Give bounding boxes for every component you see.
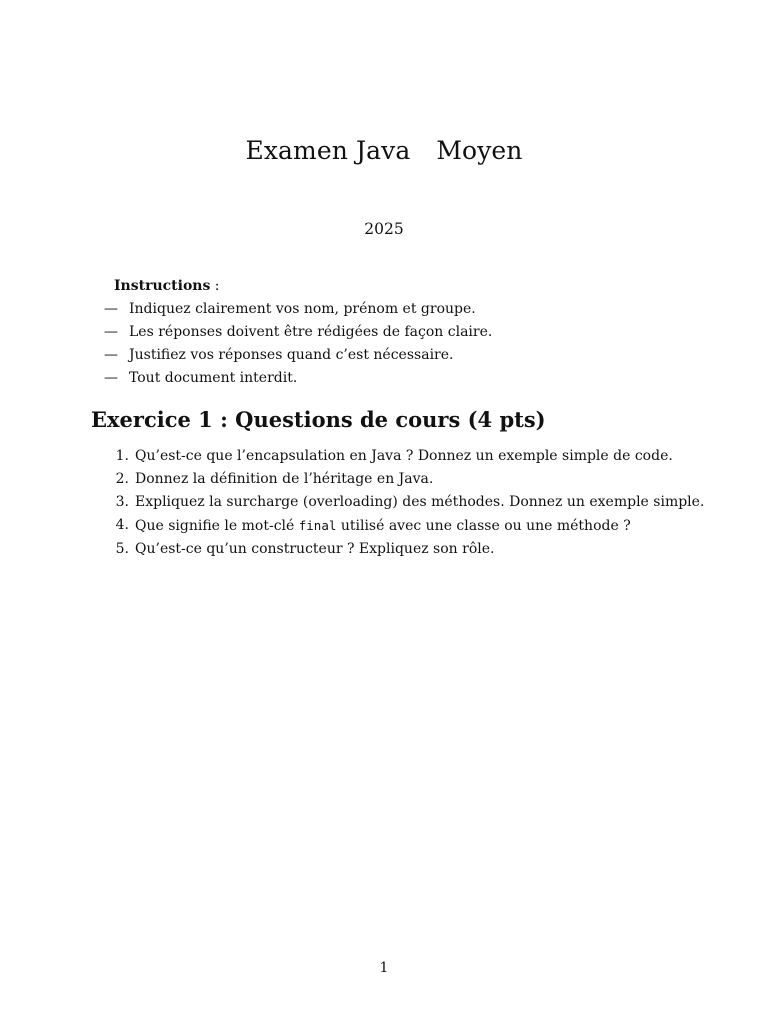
question-text: [129, 514, 631, 538]
question-item: [104, 538, 724, 561]
instruction-item: [104, 321, 704, 344]
instructions-heading-label: Instructions: [114, 278, 211, 294]
exam-title: [0, 136, 768, 165]
question-number: 1.: [115, 448, 129, 464]
instruction-dash: —: [104, 324, 118, 340]
exam-title-level: Moyen: [436, 136, 523, 165]
instructions-heading: [104, 275, 704, 298]
instruction-dash: —: [104, 370, 118, 386]
question-text-after: utilisé avec une classe ou une méthode ?: [336, 518, 631, 534]
instruction-item: [104, 367, 704, 390]
question-item: [104, 445, 724, 468]
instruction-item: [104, 298, 704, 321]
question-item: [104, 468, 724, 491]
question-text: Expliquez la surcharge (overloading) des méthodes. Donnez un exemple simple.: [135, 494, 705, 510]
question-text: Donnez la définition de l’héritage en Java.: [135, 471, 434, 487]
page-number: 1: [379, 960, 389, 976]
question-text: Qu’est-ce que l’encapsulation en Java ? Donnez un exemple simple de code.: [135, 448, 673, 464]
instruction-dash: —: [104, 301, 118, 317]
instructions-heading-colon: :: [210, 278, 220, 294]
instruction-dash: —: [104, 347, 118, 363]
exercise-1-questions: [104, 445, 724, 561]
question-text-before: Que signifie le mot-clé: [135, 518, 299, 534]
question-item: [104, 514, 724, 538]
exercise-1-heading: Exercice 1 : Questions de cours (4 pts): [91, 407, 546, 432]
question-item: [104, 491, 724, 514]
instruction-text: Tout document interdit.: [129, 370, 298, 386]
question-number: 4.: [115, 517, 129, 533]
instructions-block: [104, 275, 704, 390]
code-keyword: final: [298, 518, 337, 533]
instruction-text: Indiquez clairement vos nom, prénom et groupe.: [129, 301, 476, 317]
question-number: 2.: [115, 471, 129, 487]
question-text: Qu’est-ce qu’un constructeur ? Expliquez son rôle.: [135, 541, 495, 557]
exam-title-main: Examen Java: [245, 136, 411, 165]
instruction-text: Les réponses doivent être rédigées de façon claire.: [129, 324, 493, 340]
question-number: 3.: [115, 494, 129, 510]
instruction-text: Justifiez vos réponses quand c’est nécessaire.: [129, 347, 454, 363]
instruction-item: [104, 344, 704, 367]
question-number: 5.: [115, 541, 129, 557]
exam-date: 2025: [364, 220, 404, 238]
